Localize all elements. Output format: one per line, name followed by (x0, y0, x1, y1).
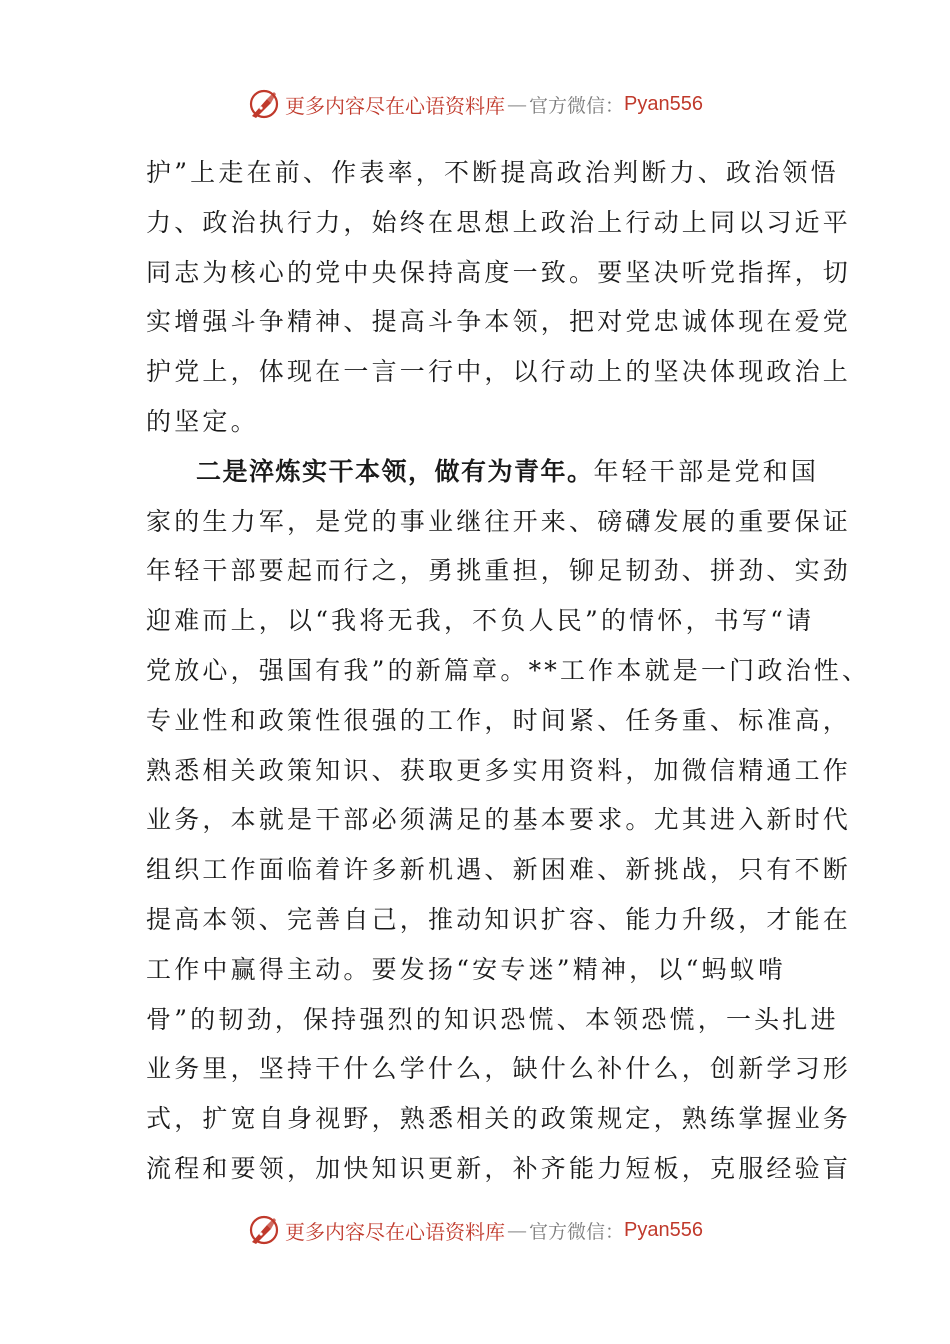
footer-banner (0, 1208, 950, 1252)
banner-slogan: 更多内容尽在心语资料库 (285, 93, 505, 118)
banner-slogan: 更多内容尽在心语资料库 (285, 1219, 505, 1244)
banner-wechat-id: Pyan556 (624, 92, 703, 115)
document-body (146, 148, 871, 1194)
body-line: 提高本领、完善自己，推动知识扩容、能力升级，才能在 (146, 904, 852, 934)
body-line: 迎难而上，以“我将无我，不负人民”的情怀，书写“请 (146, 606, 815, 636)
body-line: 党放心，强国有我”的新篇章。**工作本就是一门政治性、 (146, 655, 871, 685)
body-line: 的坚定。 (146, 406, 259, 436)
header-banner (0, 82, 950, 126)
body-line: 工作中赢得主动。要发扬“安专迷”精神，以“蚂蚁啃 (146, 954, 787, 984)
banner-dash: — (507, 92, 527, 116)
body-line: 力、政治执行力，始终在思想上政治上行动上同以习近平 (146, 207, 852, 237)
banner-wechat-id: Pyan556 (624, 1218, 703, 1241)
body-line: 熟悉相关政策知识、获取更多实用资料，加微信精通工作 (146, 755, 852, 785)
paragraph-text: 年轻干部是党和国 (593, 456, 820, 486)
paragraph-two-first-line (146, 447, 846, 497)
banner-wechat-label: 官方微信： (529, 94, 625, 117)
body-line: 组织工作面临着许多新机遇、新困难、新挑战，只有不断 (146, 855, 852, 885)
body-line: 家的生力军，是党的事业继往开来、磅礴发展的重要保证 (146, 506, 852, 536)
body-line: 式，扩宽自身视野，熟悉相关的政策规定，熟练掌握业务 (146, 1104, 852, 1134)
body-line: 骨”的韧劲，保持强烈的知识恐慌、本领恐慌，一头扎进 (146, 1004, 839, 1034)
banner-dash: — (507, 1218, 527, 1242)
paragraph-heading: 二是淬炼实干本领，做有为青年。 (196, 456, 594, 486)
body-line: 护党上，体现在一言一行中，以行动上的坚决体现政治上 (146, 357, 852, 387)
body-line: 业务里，坚持干什么学什么，缺什么补什么，创新学习形 (146, 1054, 852, 1084)
body-line: 业务，本就是干部必须满足的基本要求。尤其进入新时代 (146, 805, 852, 835)
body-line: 流程和要领，加快知识更新，补齐能力短板，克服经验盲 (146, 1153, 852, 1183)
body-line: 实增强斗争精神、提高斗争本领，把对党忠诚体现在爱党 (146, 307, 852, 337)
pen-nib-logo-icon (247, 87, 281, 121)
body-line: 护”上走在前、作表率，不断提高政治判断力、政治领悟 (146, 158, 839, 187)
pen-nib-logo-icon (247, 1213, 281, 1247)
body-line: 专业性和政策性很强的工作，时间紧、任务重、标准高， (146, 705, 852, 735)
body-line: 年轻干部要起而行之，勇挑重担，铆足韧劲、拼劲、实劲 (146, 556, 852, 586)
body-line: 同志为核心的党中央保持高度一致。要坚决听党指挥，切 (146, 257, 852, 287)
banner-wechat-label: 官方微信： (529, 1220, 625, 1243)
